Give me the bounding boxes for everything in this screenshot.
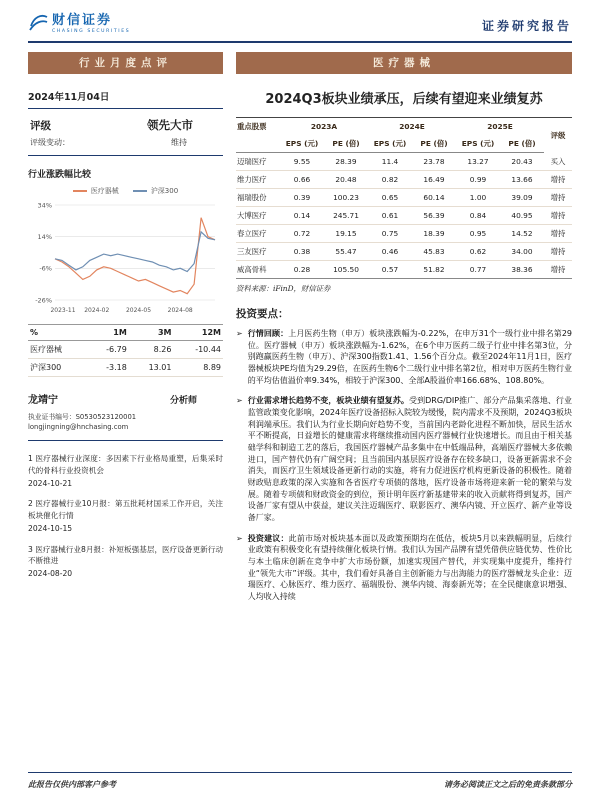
legend-label: 沪深300 (150, 187, 179, 195)
perf-col-header: % (28, 325, 88, 341)
stock-table-year-row (236, 118, 572, 136)
brand-subtitle: CHASING SECURITIES (52, 28, 131, 34)
subheader-eps: EPS (元) (280, 135, 324, 153)
series-swatch-medical (73, 190, 87, 192)
analyst-cert: 执业证书编号：S0530523120001 (28, 413, 137, 421)
report-item-date: 2024-10-21 (28, 478, 73, 488)
report-title: 2024Q3板块业绩承压，后续有望迎来业绩复苏 (265, 92, 543, 107)
chart-legend (28, 186, 223, 196)
stock-table-corner: 重点股票 (236, 118, 280, 136)
svg-text:2024-08: 2024-08 (167, 307, 193, 314)
performance-chart (28, 198, 218, 316)
banner-row (28, 52, 572, 74)
svg-text:2024-05: 2024-05 (125, 307, 152, 314)
series-swatch-hs300 (133, 190, 147, 192)
report-item-text: 1 医疗器械行业深度：多因素下行业格局重塑，后集采时代的骨科行业投资机会 (28, 454, 223, 475)
stock-row: 福瑞股份 0.39 100.23 0.65 60.14 1.00 39.09 增持 (236, 189, 572, 207)
related-report-item (28, 544, 223, 580)
perf-col-header: 1M (88, 325, 129, 341)
analyst-block (28, 391, 223, 441)
perf-table-body (28, 341, 223, 377)
stock-row: 春立医疗 0.72 19.15 0.75 18.39 0.95 14.52 增持 (236, 225, 572, 243)
rating-change-label: 评级变动： (30, 138, 70, 147)
rating-label: 评级 (30, 120, 51, 132)
swoosh-icon (28, 12, 48, 36)
page-header (28, 12, 572, 36)
related-reports (28, 453, 223, 580)
sidebar (28, 86, 223, 768)
perf-col-header: 3M (129, 325, 174, 341)
stock-table (236, 117, 572, 279)
bullet-arrow-icon: ➢ (236, 329, 243, 338)
header-divider (28, 41, 572, 43)
svg-text:2023-11: 2023-11 (50, 307, 76, 314)
perf-table-head-row (28, 325, 223, 341)
year-header: 2024E (368, 118, 456, 136)
stock-row: 三友医疗 0.38 55.47 0.46 45.83 0.62 34.00 增持 (236, 243, 572, 261)
stock-table-body (236, 153, 572, 279)
chart-section-title: 行业涨跌幅比较 (28, 170, 92, 180)
rating-value: 领先大市 (147, 118, 193, 132)
bullet-item (236, 328, 572, 386)
report-item-date: 2024-10-15 (28, 523, 73, 533)
footer-right: 请务必阅读正文之后的免责条款部分 (444, 780, 572, 789)
bullet-arrow-icon: ➢ (236, 396, 243, 406)
rating-row (28, 109, 223, 136)
bullet-text: 投资建议：此前市场对板块基本面以及政策预期均在低估，板块5月以来跌幅明显，后续行业政策有积极变化有望持续催化板块行情。我们认为国产品牌有望凭借供应链优势、性价比与本土临床创新在竞争中扩大市场份额，加速实现国产替代，并实现集中度提升，维持行业“领先大市”评级。其中，我们看好具备自主创新能力与出海能力的医疗器械龙头企业：迈瑞医疗、心脉医疗、维力医疗、福瑞股份、澳华内镜、海泰新光等；在全民健康意识增强、人均收入持续 (247, 533, 572, 602)
subheader-pe: PE (倍) (500, 135, 544, 153)
bullet-item (236, 395, 572, 523)
bullet-text: 行情回顾：上月医药生物（申万）板块涨跌幅为-0.22%，在申万31个一级行业中排名第29位。医疗器械（申万）板块涨跌幅为-1.62%，在6个申万医药二级子行业中排名第3位，分别跑赢医药生物（申万）、沪深300指数1.41、1.56个百分点。截至2024年11月1日，医疗器械板块PE均值为29.29倍，在医药生物6个二级行业中排名第2位，相对申万医药生物行业的平均估值溢价率9.34%，相较于沪深300、全部A股溢价率166.68%、108.80%。 (247, 329, 572, 385)
legend-item (73, 186, 119, 196)
bullet-list (236, 328, 572, 603)
banner-industry: 医疗器械 (236, 52, 572, 74)
banner-category: 行业月度点评 (28, 52, 223, 74)
bullet-arrow-icon: ➢ (236, 533, 243, 543)
report-item-date: 2024-08-20 (28, 569, 73, 579)
legend-label: 医疗器械 (90, 187, 119, 195)
stock-row: 迈瑞医疗 9.55 28.39 11.4 23.78 13.27 20.43 买入 (236, 153, 572, 171)
perf-row: 医疗器械 -6.79 8.26 -10.44 (28, 341, 223, 359)
content-columns (28, 86, 572, 768)
legend-item (133, 186, 178, 196)
rating-column-header: 评级 (544, 118, 572, 153)
year-header: 2025E (456, 118, 544, 136)
stock-row: 威高骨科 0.28 105.50 0.57 51.82 0.77 38.36 增持 (236, 261, 572, 279)
investment-points-title: 投资要点： (236, 308, 289, 320)
report-item-text: 2 医疗器械行业10月报：第五批耗材国采工作开启，关注板块催化行情 (28, 499, 223, 521)
bullet-item (236, 533, 572, 603)
related-report-item (28, 453, 223, 489)
stock-row: 大博医疗 0.14 245.71 0.61 56.39 0.84 40.95 增持 (236, 207, 572, 225)
related-report-item (28, 498, 223, 534)
svg-text:2024-02: 2024-02 (84, 307, 110, 314)
bullet-text: 行业需求增长趋势不变，板块业绩有望复苏。受到DRG/DIP推广、部分产品集采落地、行业监管政策变化影响，2024年医疗设备招标入院较为缓慢，院内需求不及预期，2024Q3板块利润端承压。我们认为行业长期向好趋势不变，当前国内老龄化进程不断加快，居民生活水平不断提高，日益增长的健康需求将继续推动国内医疗器械行业快速增长。而且由于相关基础学科和制造工艺的落后，我国医疗器械产品多集中在中低端品种，高端医疗器械大多依赖进口，国产替代仍有广阔空间；且当前国内基层医疗设备存在较多缺口，设备更新需求不会消失，而医疗卫生领域设备更新行动的实施，将有力促进医疗机构更新设备的积极性。随着财政贴息政策的深入实施和各省医疗专项债的落地，医疗设备市场将迎来新一轮的繁荣与发展。随着专项债和财政资金的到位，预计明年医疗新基建带来的收入贡献将得到复苏，国产设备厂家有望从中获益，建议关注迈瑞医疗、联影医疗、澳华内镜、开立医疗、新产业等设备厂家。 (247, 396, 572, 523)
analyst-email: longjingning@hnchasing.com (28, 423, 129, 431)
subheader-pe: PE (倍) (324, 135, 368, 153)
report-item-text: 3 医疗器械行业8月报：补短板强基层，医疗设备更新行动不断推进 (28, 544, 223, 566)
svg-text:-26%: -26% (35, 296, 52, 305)
svg-text:-6%: -6% (39, 264, 52, 273)
svg-text:34%: 34% (37, 201, 52, 210)
rating-change-row (28, 136, 223, 156)
source-note: 资料来源：iFinD，财信证券 (236, 284, 331, 293)
rating-change-value: 维持 (171, 138, 187, 147)
main-column (236, 86, 572, 768)
page-footer (28, 772, 572, 790)
stock-row: 维力医疗 0.66 20.48 0.82 16.49 0.99 13.66 增持 (236, 171, 572, 189)
subheader-eps: EPS (元) (368, 135, 412, 153)
perf-col-header: 12M (173, 325, 223, 341)
subheader-eps: EPS (元) (456, 135, 500, 153)
subheader-pe: PE (倍) (412, 135, 456, 153)
svg-text:14%: 14% (37, 233, 52, 242)
analyst-role: 分析师 (169, 396, 197, 406)
report-date: 2024年11月04日 (28, 86, 223, 109)
brand-logo (28, 12, 130, 36)
perf-table (28, 324, 223, 377)
perf-row: 沪深300 -3.18 13.01 8.89 (28, 359, 223, 377)
footer-left: 此报告仅供内部客户参考 (28, 780, 116, 789)
analyst-name: 龙靖宁 (28, 395, 58, 406)
brand-name: 财信证券 (52, 13, 113, 29)
stock-table-subheader-row (236, 135, 572, 153)
year-header: 2023A (280, 118, 368, 136)
report-type-label: 证券研究报告 (481, 19, 572, 33)
